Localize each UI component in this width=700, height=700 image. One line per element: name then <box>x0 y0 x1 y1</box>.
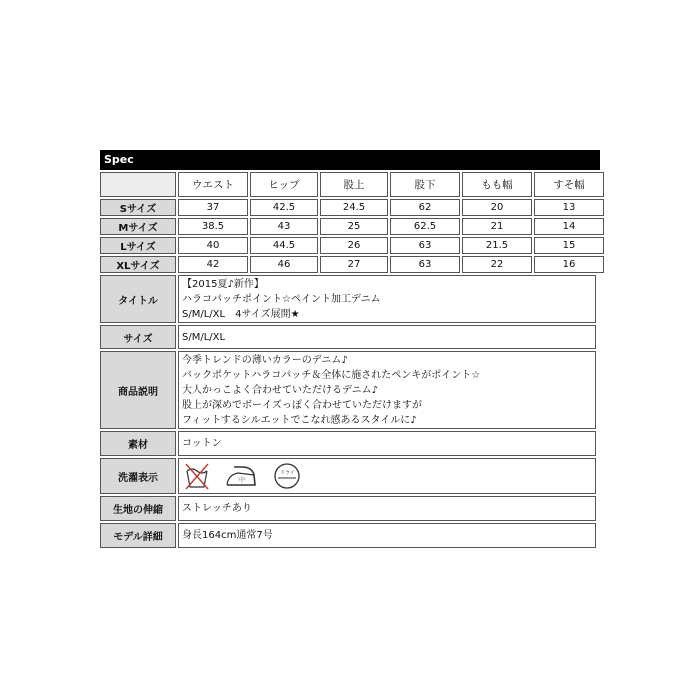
size-cell: 63 <box>390 256 460 273</box>
size-cell: 42 <box>178 256 248 273</box>
size-cell: 63 <box>390 237 460 254</box>
title-line: 【2015夏♪新作】 <box>182 278 264 290</box>
iron-medium-icon <box>224 461 258 491</box>
size-cell: 21.5 <box>462 237 532 254</box>
dry-clean-icon <box>272 461 302 491</box>
detail-row-care <box>100 458 596 494</box>
size-row-label: Mサイズ <box>100 218 176 235</box>
detail-row-model <box>100 523 596 548</box>
description-line: 股上が深めでボーイズっぽく合わせていただけますが <box>182 399 422 411</box>
size-cell: 24.5 <box>320 199 388 216</box>
size-value: S/M/L/XL <box>178 325 596 349</box>
header-corner-cell <box>100 172 176 197</box>
size-cell: 42.5 <box>250 199 318 216</box>
column-header-hip: ヒップ <box>250 172 318 197</box>
size-cell: 21 <box>462 218 532 235</box>
size-row-label: Sサイズ <box>100 199 176 216</box>
column-header-rise: 股上 <box>320 172 388 197</box>
detail-label-stretch: 生地の伸縮 <box>100 496 176 521</box>
title-line: S/M/L/XL 4サイズ展開★ <box>182 308 300 320</box>
size-row-label: Lサイズ <box>100 237 176 254</box>
column-header-hem: すそ幅 <box>534 172 604 197</box>
detail-table <box>98 273 598 550</box>
size-cell: 62 <box>390 199 460 216</box>
care-icons <box>182 461 592 491</box>
size-cell: 46 <box>250 256 318 273</box>
size-cell: 27 <box>320 256 388 273</box>
detail-row-material <box>100 431 596 456</box>
size-row-l <box>100 237 604 254</box>
size-cell: 40 <box>178 237 248 254</box>
column-header-thigh: もも幅 <box>462 172 532 197</box>
size-cell: 13 <box>534 199 604 216</box>
detail-label-title: タイトル <box>100 275 176 323</box>
spec-header: Spec <box>100 150 600 170</box>
size-row-s <box>100 199 604 216</box>
size-cell: 16 <box>534 256 604 273</box>
dry-label: ドライ <box>280 470 295 476</box>
size-cell: 43 <box>250 218 318 235</box>
detail-label-care: 洗濯表示 <box>100 458 176 494</box>
size-cell: 44.5 <box>250 237 318 254</box>
detail-row-size <box>100 325 596 349</box>
size-cell: 22 <box>462 256 532 273</box>
stretch-value: ストレッチあり <box>178 496 596 521</box>
model-value: 身長164cm通常7号 <box>178 523 596 548</box>
size-table-header-row <box>100 172 604 197</box>
detail-label-description: 商品説明 <box>100 351 176 429</box>
size-cell: 38.5 <box>178 218 248 235</box>
iron-label: 中 <box>239 477 246 484</box>
size-cell: 25 <box>320 218 388 235</box>
no-wash-icon <box>184 461 210 491</box>
description-line: バックポケットハラコパッチ＆全体に施されたペンキがポイント☆ <box>182 369 481 381</box>
size-cell: 14 <box>534 218 604 235</box>
detail-label-model: モデル詳細 <box>100 523 176 548</box>
detail-row-stretch <box>100 496 596 521</box>
material-value: コットン <box>178 431 596 456</box>
detail-label-material: 素材 <box>100 431 176 456</box>
detail-label-size: サイズ <box>100 325 176 349</box>
title-value <box>178 275 596 323</box>
size-cell: 37 <box>178 199 248 216</box>
size-table <box>98 170 606 275</box>
column-header-inseam: 股下 <box>390 172 460 197</box>
description-line: フィットするシルエットでこなれ感あるスタイルに♪ <box>182 414 417 426</box>
size-row-label: XLサイズ <box>100 256 176 273</box>
description-value <box>178 351 596 429</box>
title-line: ハラコパッチポイント☆ペイント加工デニム <box>182 293 381 305</box>
size-cell: 62.5 <box>390 218 460 235</box>
column-header-waist: ウエスト <box>178 172 248 197</box>
size-cell: 20 <box>462 199 532 216</box>
size-row-m <box>100 218 604 235</box>
detail-row-title <box>100 275 596 323</box>
care-value <box>178 458 596 494</box>
size-cell: 26 <box>320 237 388 254</box>
size-cell: 15 <box>534 237 604 254</box>
detail-row-description <box>100 351 596 429</box>
description-line: 今季トレンドの薄いカラーのデニム♪ <box>182 354 348 366</box>
description-line: 大人かっこよく合わせていただけるデニム♪ <box>182 384 378 396</box>
size-row-xl <box>100 256 604 273</box>
spec-section <box>100 150 600 550</box>
